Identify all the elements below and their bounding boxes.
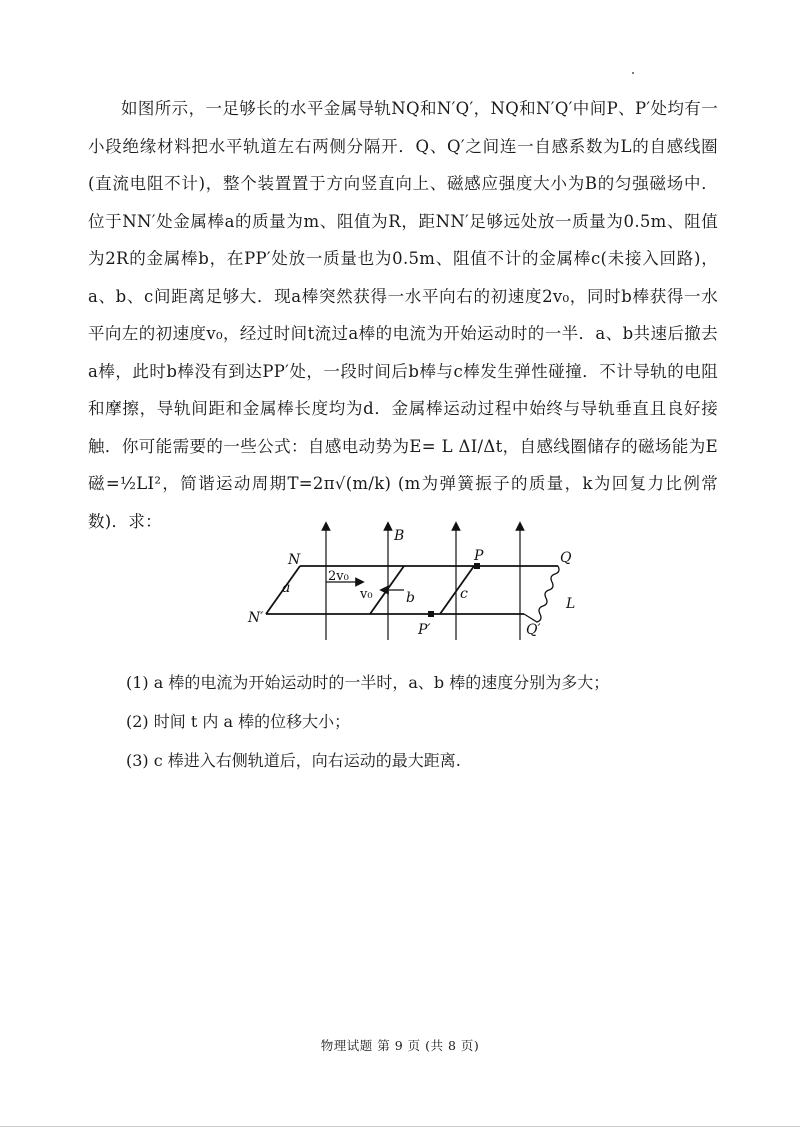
question-3: (3) c 棒进入右侧轨道后，向右运动的最大距离.: [126, 751, 461, 770]
label-N: N: [288, 552, 301, 568]
label-velocity-a: 2v₀: [328, 569, 349, 584]
problem-statement: [88, 90, 718, 540]
bottom-edge: [0, 1126, 800, 1127]
label-L: L: [566, 596, 576, 612]
scan-dot: [632, 72, 634, 74]
circuit-diagram: [238, 518, 598, 660]
label-c: c: [460, 586, 468, 602]
label-b: b: [406, 590, 415, 606]
label-velocity-b: v₀: [360, 587, 373, 602]
insulator-Pprime: [428, 611, 434, 617]
question-1: (1) a 棒的电流为开始运动时的一半时，a、b 棒的速度分别为多大；: [126, 673, 610, 692]
inductor-coil: [524, 566, 559, 622]
label-Nprime: N′: [248, 610, 264, 626]
question-list: [126, 663, 686, 780]
label-Q: Q: [560, 550, 572, 566]
label-a: a: [282, 580, 291, 596]
label-Pprime: P′: [418, 622, 431, 638]
rod-c: [440, 566, 474, 614]
problem-paragraph: 如图所示，一足够长的水平金属导轨NQ和N′Q′，NQ和N′Q′中间P、P′处均有一小段绝缘材料把水平轨道左右两侧分隔开．Q、Q′之间连一自感系数为L的自感线圈(直流电阻不计)，整个装置置于方向竖直向上、磁感应强度大小为B的匀强磁场中．位于NN′处金属棒a的质量为m、阻值为R，距NN′足够远处放一质量为0.5m、阻值为2R的金属棒b，在PP′处放一质量也为0.5m、阻值不计的金属棒c(未接入回路)，a、b、c间距离足够大．现a棒突然获得一水平向右的初速度2v₀，同时b棒获得一水平向左的初速度v₀，经过时间t流过a棒的电流为开始运动时的一半．a、b共速后撤去a棒，此时b棒没有到达PP′处，一段时间后b棒与c棒发生弹性碰撞．不计导轨的电阻和摩擦，导轨间距和金属棒长度均为d．金属棒运动过程中始终与导轨垂直且良好接触．你可能需要的一些公式：自感电动势为E= L ΔI/Δt，自感线圈储存的磁场能为E磁=½LI²，简谐运动周期T=2π√(m/k) (m为弹簧振子的质量，k为回复力比例常数)．求：: [88, 99, 718, 531]
label-Qprime: Q′: [526, 622, 541, 638]
label-B: B: [394, 528, 405, 544]
question-2: (2) 时间 t 内 a 棒的位移大小；: [126, 712, 351, 731]
label-P: P: [474, 548, 484, 564]
page-footer: 物理试题 第 9 页 (共 8 页): [320, 1038, 480, 1053]
